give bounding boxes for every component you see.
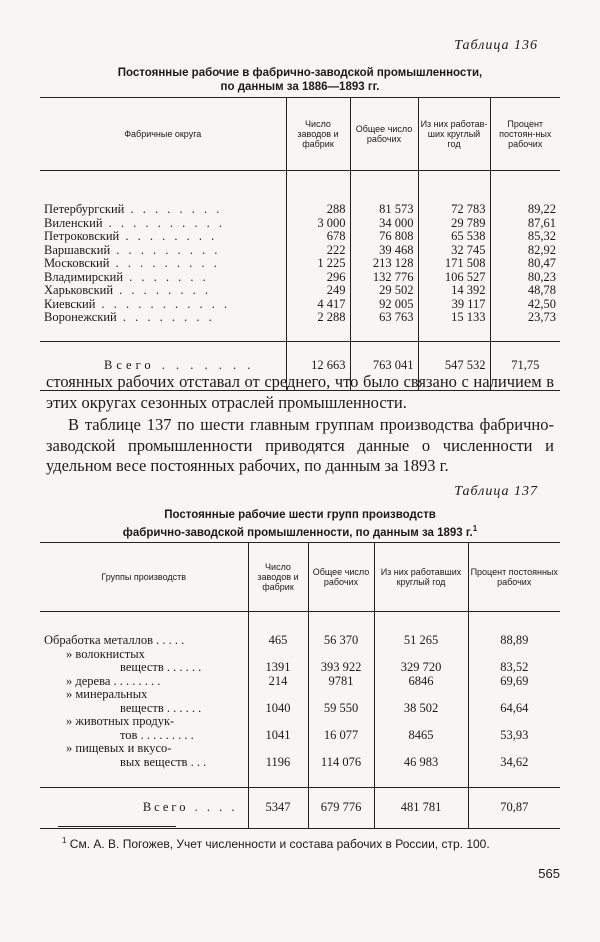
- row-percent: 53,93: [468, 715, 560, 742]
- row-name: Киевский . . . . . . . . . . .: [44, 297, 231, 311]
- row-year-round: 32 745: [418, 244, 490, 258]
- row-percent: 48,78: [490, 284, 560, 298]
- column-header-factories: Число заводов и фабрик: [286, 98, 350, 171]
- row-year-round: 39 117: [418, 298, 490, 312]
- row-name: Петроковский . . . . . . . .: [44, 230, 218, 243]
- row-name: Харьковский . . . . . . . .: [44, 284, 212, 297]
- total-factories: 12 663: [286, 341, 350, 390]
- column-header-percent: Процент постоян-ных рабочих: [490, 98, 560, 171]
- table-137-caption: [40, 508, 560, 540]
- row-total: 63 763: [350, 311, 418, 341]
- row-total: 92 005: [350, 298, 418, 312]
- row-year-round: 65 538: [418, 230, 490, 244]
- row-total: 81 573: [350, 171, 418, 217]
- row-year-round: 171 508: [418, 257, 490, 271]
- row-total: 34 000: [350, 217, 418, 231]
- row-percent: 23,73: [490, 311, 560, 341]
- row-name: » животных продук- тов . . . . . . . . .: [66, 715, 194, 742]
- row-factories: 1391: [248, 648, 308, 675]
- footnote-mark: 1: [62, 836, 67, 845]
- total-label: Всего . . . . . . .: [40, 341, 286, 390]
- paragraph-continuation: стоянных рабочих отставал от среднего, что было связано с наличием в этих округах сезонных отраслей промышленности.: [46, 372, 554, 412]
- row-year-round: 72 783: [418, 171, 490, 217]
- row-percent: 69,69: [468, 675, 560, 689]
- table-row: [40, 688, 560, 715]
- row-year-round: 14 392: [418, 284, 490, 298]
- row-name: » волокнистых веществ . . . . . .: [66, 647, 202, 674]
- total-percent: 70,87: [468, 788, 560, 829]
- table-136: [40, 97, 560, 391]
- row-percent: 80,23: [490, 271, 560, 285]
- row-total: 9781: [308, 675, 374, 689]
- table-row: [40, 612, 560, 648]
- table-136-label: Таблица 136: [454, 38, 538, 53]
- footnote: [62, 836, 558, 851]
- table-row: [40, 311, 560, 341]
- column-header-year-round: Из них работав-ших круглый год: [418, 98, 490, 171]
- column-header-total: Общее число рабочих: [350, 98, 418, 171]
- row-name: Варшавский . . . . . . . . .: [44, 243, 221, 257]
- row-factories: 296: [286, 271, 350, 285]
- row-name: » минеральных веществ . . . . . .: [66, 688, 202, 715]
- row-year-round: 106 527: [418, 271, 490, 285]
- total-percent: 71,75: [490, 341, 560, 390]
- row-year-round: 46 983: [374, 742, 468, 788]
- total-year-round: 481 781: [374, 788, 468, 829]
- row-factories: 1196: [248, 742, 308, 788]
- table-row: [40, 298, 560, 312]
- row-name: Обработка металлов . . . . .: [44, 633, 185, 647]
- row-factories: 465: [248, 612, 308, 648]
- column-header-percent: Процент постоянных рабочих: [468, 543, 560, 612]
- table-137-label: Таблица 137: [454, 484, 538, 499]
- row-total: 29 502: [350, 284, 418, 298]
- row-percent: 64,64: [468, 688, 560, 715]
- row-total: 39 468: [350, 244, 418, 258]
- table-row: [40, 648, 560, 675]
- row-factories: 4 417: [286, 298, 350, 312]
- paragraph-table-137-intro: В таблице 137 по шести главным группам производства фабрично-заводской промышленности приводятся данные о численности и удельном весе постоянных рабочих, по данным за 1893 г.: [46, 415, 554, 475]
- row-year-round: 8465: [374, 715, 468, 742]
- row-year-round: 329 720: [374, 648, 468, 675]
- footnote-divider: [58, 826, 176, 827]
- row-factories: 678: [286, 230, 350, 244]
- table-row: [40, 217, 560, 231]
- column-header-groups: Группы производств: [40, 543, 248, 612]
- row-year-round: 29 789: [418, 217, 490, 231]
- row-total: 132 776: [350, 271, 418, 285]
- row-name: Владимирский . . . . . . .: [44, 270, 209, 284]
- table-row: [40, 230, 560, 244]
- table-row: [40, 675, 560, 689]
- table-row: [40, 284, 560, 298]
- row-name: Воронежский . . . . . . . .: [44, 311, 215, 324]
- column-header-districts: Фабричные округа: [40, 98, 286, 171]
- footnote-ref: 1: [472, 524, 478, 533]
- total-factories: 5347: [248, 788, 308, 829]
- table-row: [40, 171, 560, 217]
- total-total: 763 041: [350, 341, 418, 390]
- row-factories: 3 000: [286, 217, 350, 231]
- row-total: 76 808: [350, 230, 418, 244]
- table-137: [40, 542, 560, 829]
- column-header-year-round: Из них работавших круглый год: [374, 543, 468, 612]
- table-row: [40, 715, 560, 742]
- table-row: [40, 742, 560, 788]
- row-percent: 82,92: [490, 244, 560, 258]
- table-137-caption-line2: фабрично-заводской промышленности, по данным за 1893 г.$^1$: [122, 524, 478, 539]
- row-name: Московский . . . . . . . . .: [44, 257, 220, 270]
- row-factories: 1040: [248, 688, 308, 715]
- table-136-caption-line1: Постоянные рабочие в фабрично-заводской промышленности,: [117, 67, 483, 79]
- row-total: 16 077: [308, 715, 374, 742]
- total-label: Всего . . . .: [40, 788, 248, 829]
- row-total: 393 922: [308, 648, 374, 675]
- row-factories: 1 225: [286, 257, 350, 271]
- table-row: [40, 271, 560, 285]
- footnote-text: См. А. В. Погожев, Учет численности и состава рабочих в России, стр. 100.: [69, 837, 490, 851]
- row-percent: 88,89: [468, 612, 560, 648]
- row-year-round: 38 502: [374, 688, 468, 715]
- row-year-round: 51 265: [374, 612, 468, 648]
- row-year-round: 6846: [374, 675, 468, 689]
- row-total: 59 550: [308, 688, 374, 715]
- column-header-factories: Число заводов и фабрик: [248, 543, 308, 612]
- row-name: » пищевых и вкусо- вых веществ . . .: [66, 742, 207, 769]
- row-year-round: 15 133: [418, 311, 490, 341]
- row-percent: 42,50: [490, 298, 560, 312]
- row-factories: 2 288: [286, 311, 350, 341]
- row-percent: 85,32: [490, 230, 560, 244]
- total-row: [40, 788, 560, 829]
- row-factories: 1041: [248, 715, 308, 742]
- row-total: 114 076: [308, 742, 374, 788]
- row-percent: 83,52: [468, 648, 560, 675]
- row-name: Петербургский . . . . . . . .: [44, 202, 223, 216]
- row-name: Виленский . . . . . . . . . .: [44, 216, 226, 230]
- row-total: 56 370: [308, 612, 374, 648]
- row-factories: 249: [286, 284, 350, 298]
- body-text: [46, 372, 554, 477]
- column-header-total: Общее число рабочих: [308, 543, 374, 612]
- page-number: 565: [538, 866, 560, 881]
- row-factories: 222: [286, 244, 350, 258]
- total-total: 679 776: [308, 788, 374, 829]
- row-percent: 89,22: [490, 171, 560, 217]
- table-row: [40, 244, 560, 258]
- row-percent: 34,62: [468, 742, 560, 788]
- row-total: 213 128: [350, 257, 418, 271]
- row-percent: 87,61: [490, 217, 560, 231]
- table-row: [40, 257, 560, 271]
- row-percent: 80,47: [490, 257, 560, 271]
- row-name: » дерева . . . . . . . .: [66, 674, 161, 688]
- total-year-round: 547 532: [418, 341, 490, 390]
- row-factories: 214: [248, 675, 308, 689]
- table-136-caption-line2: по данным за 1886—1893 гг.: [220, 81, 380, 93]
- table-136-caption: [40, 66, 560, 94]
- table-137-caption-line1: Постоянные рабочие шести групп производств: [164, 509, 436, 521]
- row-factories: 288: [286, 171, 350, 217]
